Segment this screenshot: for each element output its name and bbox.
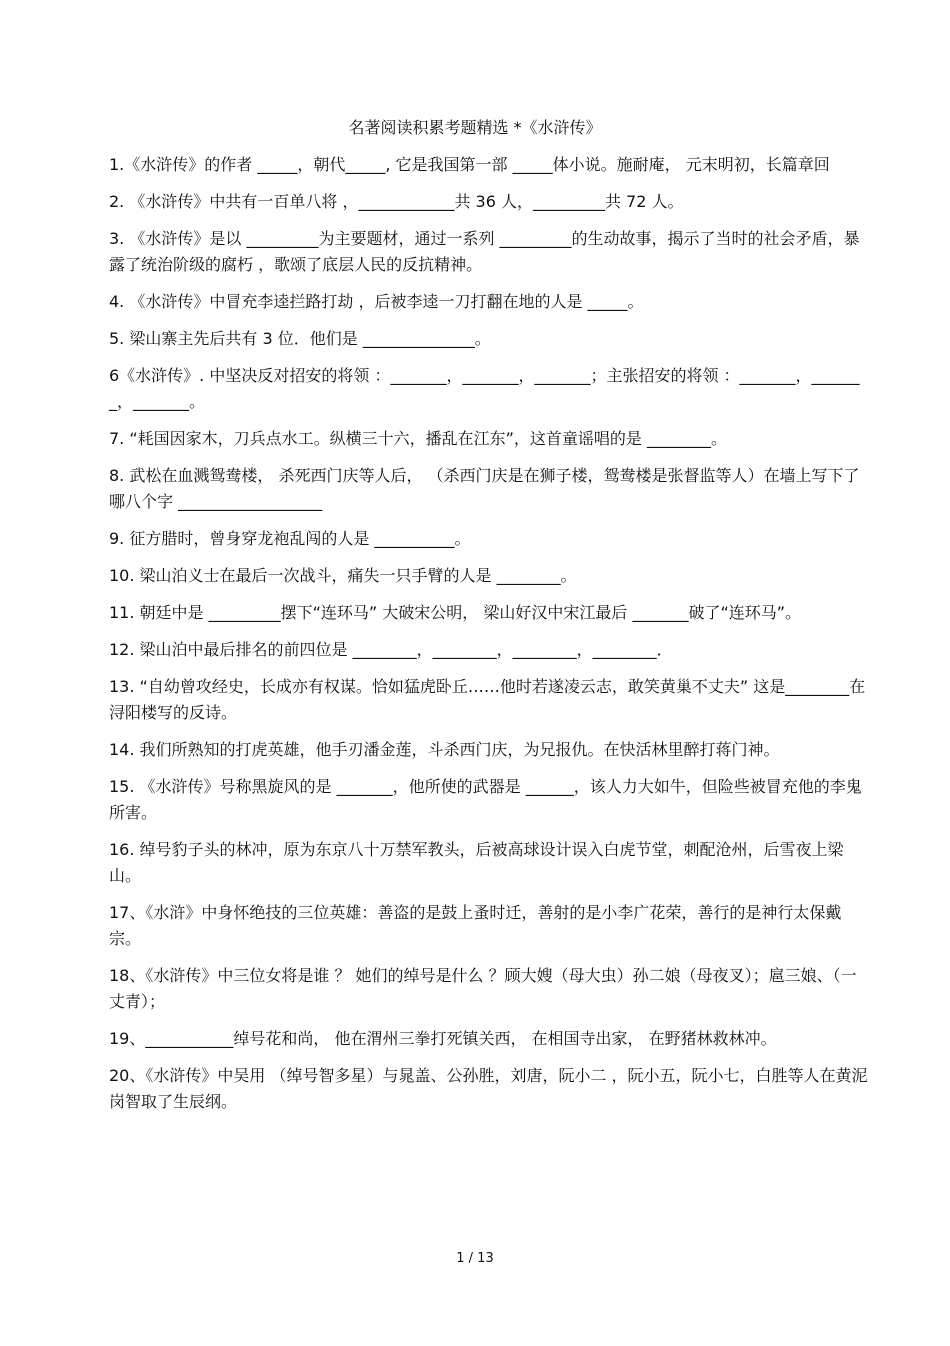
question-item: 1.《水浒传》的作者 _____，朝代_____, 它是我国第一部 _____体小说。施耐庵， 元末明初，长篇章回: [109, 155, 830, 174]
question-item: 5. 梁山寨主先后共有 3 位．他们是 ______________。: [109, 329, 491, 348]
question-item: 15. 《水浒传》号称黑旋风的是 _______，他所使的武器是 ______，该人力大如牛，但险些被冒充他的李鬼所害。: [109, 777, 862, 822]
question-list: [109, 152, 869, 1126]
question-item: 16. 绰号豹子头的林冲，原为东京八十万禁军教头，后被高球设计误入白虎节堂，刺配沧州，后雪夜上梁山。: [109, 840, 844, 885]
question-item: 17、《水浒》中身怀绝技的三位英雄：善盗的是鼓上蚤时迁，善射的是小李广花荣，善行的是神行太保戴宗。: [109, 903, 842, 948]
document-title: 名著阅读积累考题精选 *《水浒传》: [348, 118, 602, 137]
question-item: 13. “自幼曾攻经史，长成亦有权谋。恰如猛虎卧丘……他时若遂凌云志，敢笑黄巢不丈夫” 这是________在浔阳楼写的反诗。: [109, 677, 866, 722]
question-item: 14. 我们所熟知的打虎英雄，他手刃潘金莲，斗杀西门庆，为兄报仇。在快活林里醉打蒋门神。: [109, 740, 780, 759]
question-item: 10. 梁山泊义士在最后一次战斗，痛失一只手臂的人是 ________。: [109, 566, 577, 585]
question-item: 2. 《水浒传》中共有一百单八将 ，____________共 36 人，_________共 72 人。: [109, 192, 684, 211]
question-item: 9. 征方腊时，曾身穿龙袍乱闯的人是 __________。: [109, 529, 471, 548]
question-item: 20、《水浒传》中吴用 （绰号智多星）与晁盖、公孙胜，刘唐，阮小二 ，阮小五，阮小七，白胜等人在黄泥岗智取了生辰纲。: [109, 1066, 868, 1111]
question-item: 4. 《水浒传》中冒充李逵拦路打劫 ，后被李逵一刀打翻在地的人是 _____。: [109, 292, 644, 311]
question-item: 11. 朝廷中是 _________摆下“连环马” 大破宋公明， 梁山好汉中宋江最后 _______破了“连环马”。: [109, 603, 802, 622]
question-item: 7. “耗国因家木，刀兵点水工。纵横三十六，播乱在江东”，这首童谣唱的是 ________。: [109, 429, 728, 448]
question-item: 6《水浒传》. 中坚决反对招安的将领 ：_______，_______，_______；主张招安的将领 ：_______，_______，_______。: [109, 366, 860, 411]
page-number: 1 / 13: [456, 1251, 494, 1266]
question-item: 18、《水浒传》中三位女将是谁 ？ 她们的绰号是什么 ？顾大嫂（母大虫）孙二娘（母夜叉）；扈三娘、（一丈青）；: [109, 966, 857, 1011]
question-item: 8. 武松在血溅鸳鸯楼， 杀死西门庆等人后， （杀西门庆是在狮子楼，鸳鸯楼是张督监等人）在墙上写下了哪八个字 __________________: [109, 466, 860, 511]
question-item: 3. 《水浒传》是以 _________为主要题材，通过一系列 _________的生动故事，揭示了当时的社会矛盾，暴露了统治阶级的腐朽 ，歌颂了底层人民的反抗精神。: [109, 229, 860, 274]
question-item: 19、___________绰号花和尚， 他在渭州三拳打死镇关西， 在相国寺出家， 在野猪林救林冲。: [109, 1029, 777, 1048]
question-item: 12. 梁山泊中最后排名的前四位是 ________，________，________，________．: [109, 640, 673, 659]
